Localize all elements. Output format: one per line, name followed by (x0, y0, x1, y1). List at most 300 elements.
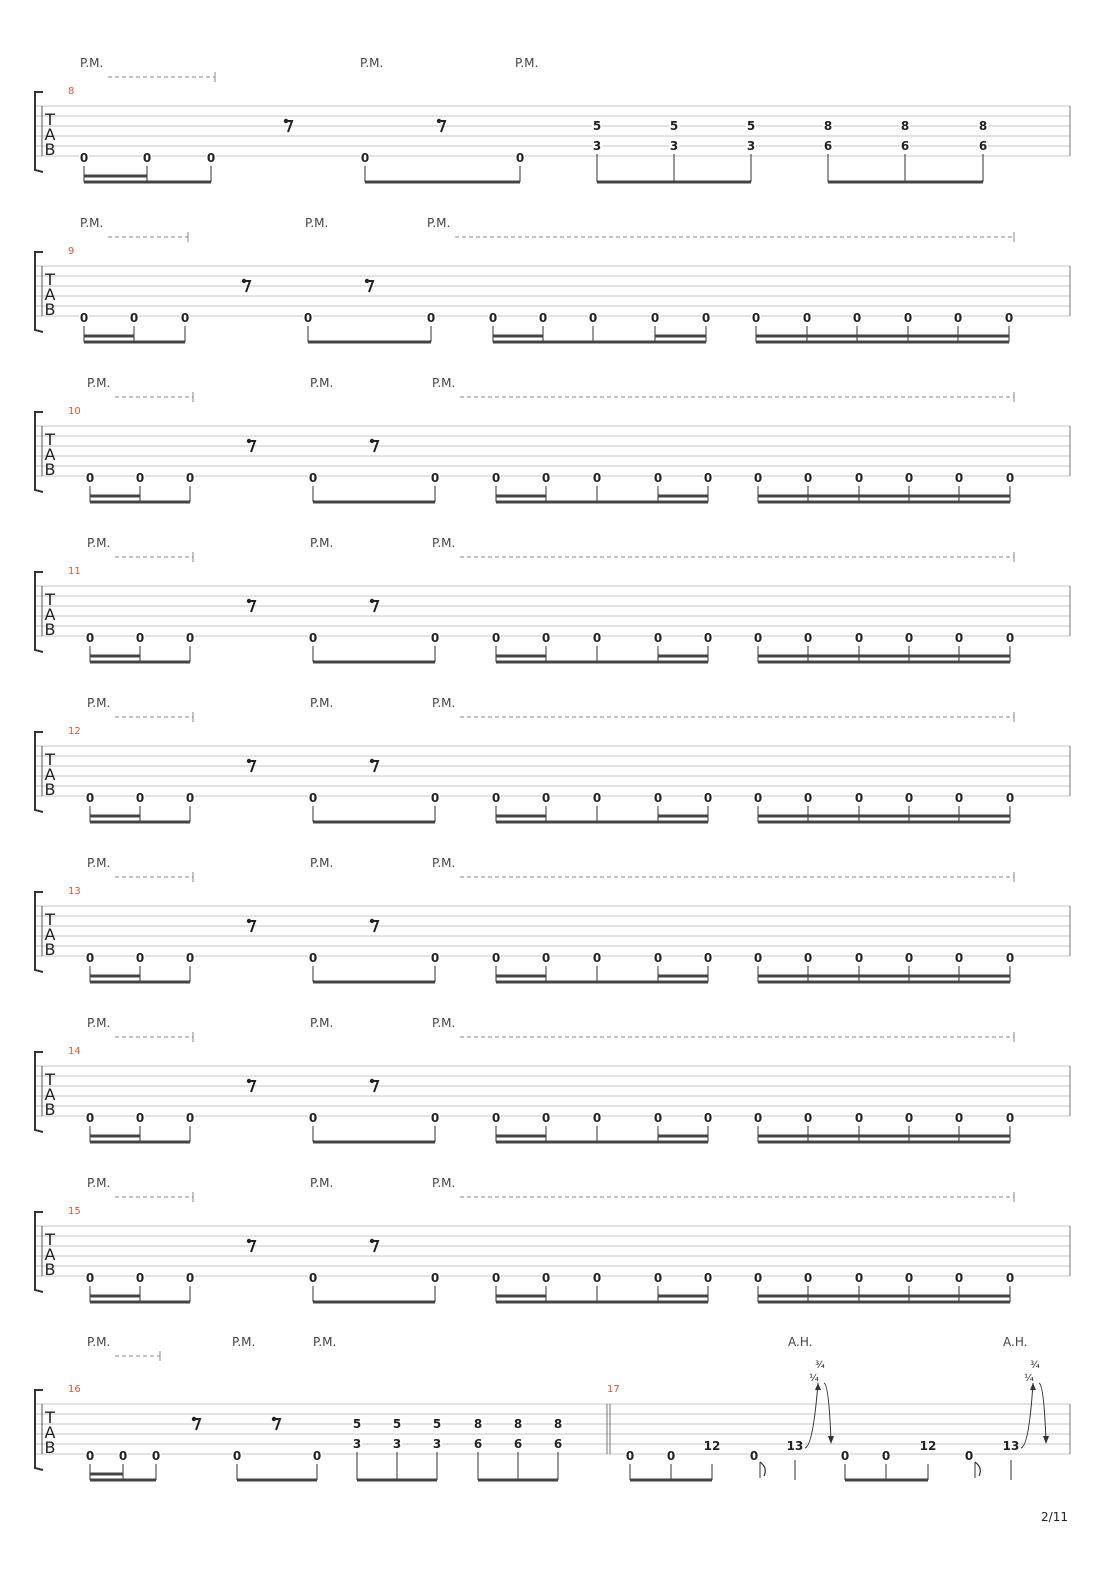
fret-number: 0 (703, 1271, 713, 1285)
beam (308, 341, 431, 344)
tab-letter-b: B (44, 300, 56, 319)
fret-number: 0 (904, 471, 914, 485)
fret-number: 0 (653, 791, 663, 805)
fret-number: 0 (653, 951, 663, 965)
fret-number: 0 (541, 791, 551, 805)
fret-number: 0 (541, 1111, 551, 1125)
beam (357, 1479, 437, 1482)
beam (90, 981, 190, 984)
fret-number: 0 (1004, 311, 1014, 325)
tab-letter-t: T (45, 1408, 55, 1427)
beam-secondary (84, 175, 147, 178)
beam (756, 341, 1009, 344)
palm-mute-label: P.M. (310, 1016, 334, 1030)
beam (84, 341, 185, 344)
fret-number: 0 (954, 951, 964, 965)
fret-number: 0 (538, 311, 548, 325)
fret-number: 0 (803, 631, 813, 645)
fret-number: 0 (625, 1449, 635, 1463)
palm-mute-label: P.M. (432, 856, 456, 870)
fret-number: 0 (852, 311, 862, 325)
tab-letter-b: B (44, 1260, 56, 1279)
palm-mute-label: P.M. (310, 376, 334, 390)
fret-number: 0 (1005, 951, 1015, 965)
beam (84, 181, 211, 184)
beam-secondary (758, 655, 1010, 658)
beam (496, 821, 708, 824)
fret-number: 0 (206, 151, 216, 165)
fret-number: 0 (430, 1111, 440, 1125)
fret-number: 0 (803, 1271, 813, 1285)
beam-secondary (758, 1135, 1010, 1138)
fret-number: 0 (1005, 791, 1015, 805)
fret-number: 0 (749, 1449, 759, 1463)
fret-number: 0 (151, 1449, 161, 1463)
tab-letter-t: T (45, 110, 55, 129)
fret-number: 0 (85, 631, 95, 645)
fret-number: 5 (392, 1417, 402, 1431)
palm-mute-label: P.M. (87, 1335, 111, 1349)
fret-number: 0 (541, 631, 551, 645)
beam (90, 661, 190, 664)
palm-mute-label: P.M. (305, 216, 329, 230)
fret-number: 0 (85, 951, 95, 965)
fret-number: 3 (352, 1437, 362, 1451)
beam-secondary (658, 1135, 708, 1138)
release-curve (824, 1383, 831, 1442)
beam (496, 501, 708, 504)
tab-letter-b: B (44, 1438, 56, 1457)
fret-number: 0 (854, 1271, 864, 1285)
fret-number: 8 (553, 1417, 563, 1431)
fret-number: 8 (473, 1417, 483, 1431)
eighth-rest-dot (370, 1079, 374, 1083)
fret-number: 0 (650, 311, 660, 325)
fret-number: 0 (491, 1111, 501, 1125)
beam-secondary (756, 335, 1009, 338)
palm-mute-label: P.M. (80, 216, 104, 230)
fret-number: 0 (803, 1111, 813, 1125)
fret-number: 0 (185, 471, 195, 485)
beam (313, 501, 435, 504)
fret-number: 0 (703, 951, 713, 965)
fret-number: 0 (1005, 471, 1015, 485)
fret-number: 0 (430, 791, 440, 805)
bend-arrowhead (815, 1383, 821, 1390)
fret-number: 0 (666, 1449, 676, 1463)
fret-number: 0 (180, 311, 190, 325)
fret-number: 0 (491, 1271, 501, 1285)
fret-number: 0 (854, 471, 864, 485)
fret-number: 13 (1002, 1439, 1020, 1453)
fret-number: 0 (592, 471, 602, 485)
fret-number: 0 (954, 1271, 964, 1285)
fret-number: 6 (978, 139, 988, 153)
release-curve (1039, 1383, 1046, 1442)
fret-number: 0 (1005, 631, 1015, 645)
fret-number: 0 (85, 791, 95, 805)
fret-number: 0 (85, 1449, 95, 1463)
fret-number: 0 (753, 1271, 763, 1285)
fret-number: 0 (85, 1111, 95, 1125)
fret-number: 0 (840, 1449, 850, 1463)
fret-number: 0 (903, 311, 913, 325)
beam (496, 981, 708, 984)
palm-mute-label: P.M. (87, 856, 111, 870)
beam (313, 821, 435, 824)
fret-number: 6 (553, 1437, 563, 1451)
beam-secondary (496, 1135, 546, 1138)
tab-letter-b: B (44, 780, 56, 799)
fret-number: 0 (430, 1271, 440, 1285)
fret-number: 0 (751, 311, 761, 325)
fret-number: 0 (753, 1111, 763, 1125)
eighth-rest-dot (272, 1417, 276, 1421)
beam (845, 1479, 928, 1482)
eighth-rest-dot (247, 439, 251, 443)
palm-mute-label: P.M. (87, 696, 111, 710)
release-arrowhead (1043, 1436, 1049, 1444)
measure-number: 9 (68, 246, 75, 257)
beam-secondary (758, 495, 1010, 498)
fret-number: 6 (513, 1437, 523, 1451)
fret-number: 0 (904, 1271, 914, 1285)
fret-number: 0 (904, 631, 914, 645)
palm-mute-label: P.M. (232, 1335, 256, 1349)
palm-mute-label: P.M. (80, 56, 104, 70)
fret-number: 3 (746, 139, 756, 153)
tab-letter-b: B (44, 1100, 56, 1119)
beam-secondary (658, 975, 708, 978)
beam (237, 1479, 317, 1482)
fret-number: 0 (185, 791, 195, 805)
fret-number: 0 (308, 471, 318, 485)
fret-number: 0 (954, 791, 964, 805)
fret-number: 0 (541, 471, 551, 485)
palm-mute-label: P.M. (87, 376, 111, 390)
beam-secondary (90, 1135, 140, 1138)
beam-secondary (496, 655, 546, 658)
beam (365, 181, 520, 184)
beam-secondary (658, 815, 708, 818)
fret-number: 0 (653, 631, 663, 645)
fret-number: 0 (954, 471, 964, 485)
fret-number: 0 (118, 1449, 128, 1463)
palm-mute-label: P.M. (432, 1176, 456, 1190)
fret-number: 5 (432, 1417, 442, 1431)
eighth-rest-dot (247, 1079, 251, 1083)
fret-number: 0 (135, 631, 145, 645)
fret-number: 0 (1005, 1111, 1015, 1125)
tab-letter-a: A (44, 605, 56, 624)
beam-secondary (655, 335, 706, 338)
fret-number: 0 (185, 951, 195, 965)
beam (758, 981, 1010, 984)
tab-letter-a: A (44, 925, 56, 944)
fret-number: 0 (954, 631, 964, 645)
tab-letter-a: A (44, 445, 56, 464)
beam-secondary (758, 1295, 1010, 1298)
fret-number: 12 (703, 1439, 721, 1453)
tab-letter-t: T (45, 1230, 55, 1249)
fret-number: 0 (142, 151, 152, 165)
fret-number: 0 (308, 791, 318, 805)
fret-number: 5 (669, 119, 679, 133)
bend-amount-quarter: ¼ (809, 1373, 819, 1384)
palm-mute-label: P.M. (515, 56, 539, 70)
beam (90, 1301, 190, 1304)
fret-number: 0 (360, 151, 370, 165)
beam-secondary (496, 815, 546, 818)
fret-number: 0 (135, 791, 145, 805)
beam-secondary (758, 815, 1010, 818)
beam (313, 1301, 435, 1304)
fret-number: 0 (129, 311, 139, 325)
fret-number: 3 (392, 1437, 402, 1451)
fret-number: 0 (904, 951, 914, 965)
fret-number: 0 (753, 951, 763, 965)
fret-number: 0 (135, 1271, 145, 1285)
bend-amount-three-quarter: ¾ (1030, 1360, 1040, 1371)
fret-number: 0 (515, 151, 525, 165)
fret-number: 0 (426, 311, 436, 325)
fret-number: 6 (473, 1437, 483, 1451)
palm-mute-label: P.M. (432, 536, 456, 550)
fret-number: 13 (786, 1439, 804, 1453)
tab-letter-t: T (45, 590, 55, 609)
fret-number: 8 (978, 119, 988, 133)
beam-secondary (493, 335, 543, 338)
fret-number: 5 (746, 119, 756, 133)
tab-letter-t: T (45, 430, 55, 449)
beam (758, 1141, 1010, 1144)
beam (90, 821, 190, 824)
beam-secondary (90, 655, 140, 658)
fret-number: 0 (135, 471, 145, 485)
palm-mute-label: P.M. (310, 536, 334, 550)
eighth-rest-dot (370, 759, 374, 763)
tab-letter-a: A (44, 1085, 56, 1104)
fret-number: 5 (592, 119, 602, 133)
fret-number: 0 (308, 951, 318, 965)
beam (597, 181, 751, 184)
fret-number: 0 (488, 311, 498, 325)
beam (90, 501, 190, 504)
fret-number: 0 (803, 471, 813, 485)
fret-number: 0 (85, 1271, 95, 1285)
eighth-rest-dot (370, 439, 374, 443)
fret-number: 0 (430, 951, 440, 965)
fret-number: 0 (954, 1111, 964, 1125)
fret-number: 3 (592, 139, 602, 153)
fret-number: 0 (308, 1111, 318, 1125)
eighth-rest-dot (365, 279, 369, 283)
tab-letter-a: A (44, 1423, 56, 1442)
measure-number: 16 (68, 1384, 81, 1395)
beam (313, 1141, 435, 1144)
beam-secondary (496, 1295, 546, 1298)
measure-number: 12 (68, 726, 81, 737)
beam-secondary (90, 815, 140, 818)
measure-number: 11 (68, 566, 81, 577)
beam-secondary (496, 975, 546, 978)
fret-number: 0 (592, 631, 602, 645)
release-arrowhead (828, 1436, 834, 1444)
palm-mute-label: P.M. (360, 56, 384, 70)
bend-amount-quarter: ¼ (1024, 1373, 1034, 1384)
fret-number: 0 (904, 791, 914, 805)
fret-number: 0 (491, 471, 501, 485)
fret-number: 0 (308, 1271, 318, 1285)
fret-number: 0 (703, 471, 713, 485)
fret-number: 0 (703, 631, 713, 645)
note-flag (975, 1462, 980, 1476)
palm-mute-label: P.M. (87, 1016, 111, 1030)
tab-letter-a: A (44, 125, 56, 144)
beam (496, 1141, 708, 1144)
palm-mute-label: P.M. (432, 1016, 456, 1030)
beam-secondary (90, 1473, 123, 1476)
fret-number: 0 (541, 1271, 551, 1285)
palm-mute-label: P.M. (432, 696, 456, 710)
fret-number: 0 (703, 1111, 713, 1125)
fret-number: 0 (308, 631, 318, 645)
fret-number: 8 (823, 119, 833, 133)
tab-letter-t: T (45, 1070, 55, 1089)
fret-number: 12 (919, 1439, 937, 1453)
beam (493, 341, 706, 344)
fret-number: 0 (753, 631, 763, 645)
fret-number: 0 (491, 951, 501, 965)
fret-number: 0 (491, 791, 501, 805)
tab-letter-a: A (44, 765, 56, 784)
beam (313, 981, 435, 984)
fret-number: 0 (592, 791, 602, 805)
fret-number: 0 (588, 311, 598, 325)
eighth-rest-dot (370, 1239, 374, 1243)
beam (630, 1479, 712, 1482)
fret-number: 0 (303, 311, 313, 325)
fret-number: 0 (85, 471, 95, 485)
fret-number: 0 (854, 791, 864, 805)
beam-secondary (90, 975, 140, 978)
tab-letter-t: T (45, 750, 55, 769)
tab-letter-t: T (45, 270, 55, 289)
measure-number: 15 (68, 1206, 81, 1217)
tab-letter-t: T (45, 910, 55, 929)
tab-letter-a: A (44, 1245, 56, 1264)
tab-letter-b: B (44, 140, 56, 159)
fret-number: 0 (135, 951, 145, 965)
artificial-harmonic-label: A.H. (1003, 1335, 1028, 1349)
fret-number: 0 (802, 311, 812, 325)
fret-number: 0 (753, 471, 763, 485)
beam (90, 1479, 156, 1482)
eighth-rest-dot (284, 119, 288, 123)
palm-mute-label: P.M. (310, 856, 334, 870)
fret-number: 3 (669, 139, 679, 153)
fret-number: 6 (823, 139, 833, 153)
measure-number: 14 (68, 1046, 81, 1057)
beam-secondary (658, 495, 708, 498)
bend-curve (805, 1383, 818, 1448)
fret-number: 0 (854, 951, 864, 965)
palm-mute-label: P.M. (432, 376, 456, 390)
palm-mute-label: P.M. (310, 696, 334, 710)
beam (758, 501, 1010, 504)
beam (758, 661, 1010, 664)
eighth-rest-dot (247, 919, 251, 923)
eighth-rest-dot (370, 599, 374, 603)
beam-secondary (658, 655, 708, 658)
fret-number: 0 (430, 471, 440, 485)
fret-number: 0 (803, 791, 813, 805)
tab-letter-a: A (44, 285, 56, 304)
bend-amount-three-quarter: ¾ (815, 1360, 825, 1371)
eighth-rest-dot (247, 599, 251, 603)
fret-number: 0 (185, 631, 195, 645)
fret-number: 0 (653, 1271, 663, 1285)
eighth-rest-dot (242, 279, 246, 283)
fret-number: 0 (541, 951, 551, 965)
beam (496, 661, 708, 664)
beam-secondary (496, 495, 546, 498)
fret-number: 0 (232, 1449, 242, 1463)
palm-mute-label: P.M. (310, 1176, 334, 1190)
measure-number: 17 (607, 1384, 620, 1395)
beam (90, 1141, 190, 1144)
artificial-harmonic-label: A.H. (788, 1335, 813, 1349)
fret-number: 0 (881, 1449, 891, 1463)
measure-number: 10 (68, 406, 81, 417)
beam-secondary (658, 1295, 708, 1298)
palm-mute-label: P.M. (87, 536, 111, 550)
eighth-rest-dot (247, 1239, 251, 1243)
fret-number: 0 (185, 1271, 195, 1285)
measure-number: 8 (68, 86, 75, 97)
fret-number: 0 (854, 631, 864, 645)
fret-number: 0 (592, 951, 602, 965)
fret-number: 0 (592, 1111, 602, 1125)
fret-number: 0 (312, 1449, 322, 1463)
tab-letter-b: B (44, 460, 56, 479)
fret-number: 0 (430, 631, 440, 645)
beam (496, 1301, 708, 1304)
fret-number: 0 (1005, 1271, 1015, 1285)
fret-number: 0 (653, 1111, 663, 1125)
palm-mute-label: P.M. (87, 1176, 111, 1190)
fret-number: 3 (432, 1437, 442, 1451)
beam-secondary (90, 1295, 140, 1298)
eighth-rest-dot (370, 919, 374, 923)
beam (758, 1301, 1010, 1304)
beam-secondary (84, 335, 134, 338)
fret-number: 0 (79, 151, 89, 165)
fret-number: 0 (803, 951, 813, 965)
eighth-rest-dot (437, 119, 441, 123)
fret-number: 6 (900, 139, 910, 153)
fret-number: 0 (904, 1111, 914, 1125)
fret-number: 5 (352, 1417, 362, 1431)
tab-letter-b: B (44, 620, 56, 639)
beam-secondary (758, 975, 1010, 978)
eighth-rest-dot (247, 759, 251, 763)
bend-arrowhead (1030, 1383, 1036, 1390)
fret-number: 8 (513, 1417, 523, 1431)
beam-secondary (90, 495, 140, 498)
page-number: 2/11 (1041, 1510, 1068, 1524)
fret-number: 0 (953, 311, 963, 325)
